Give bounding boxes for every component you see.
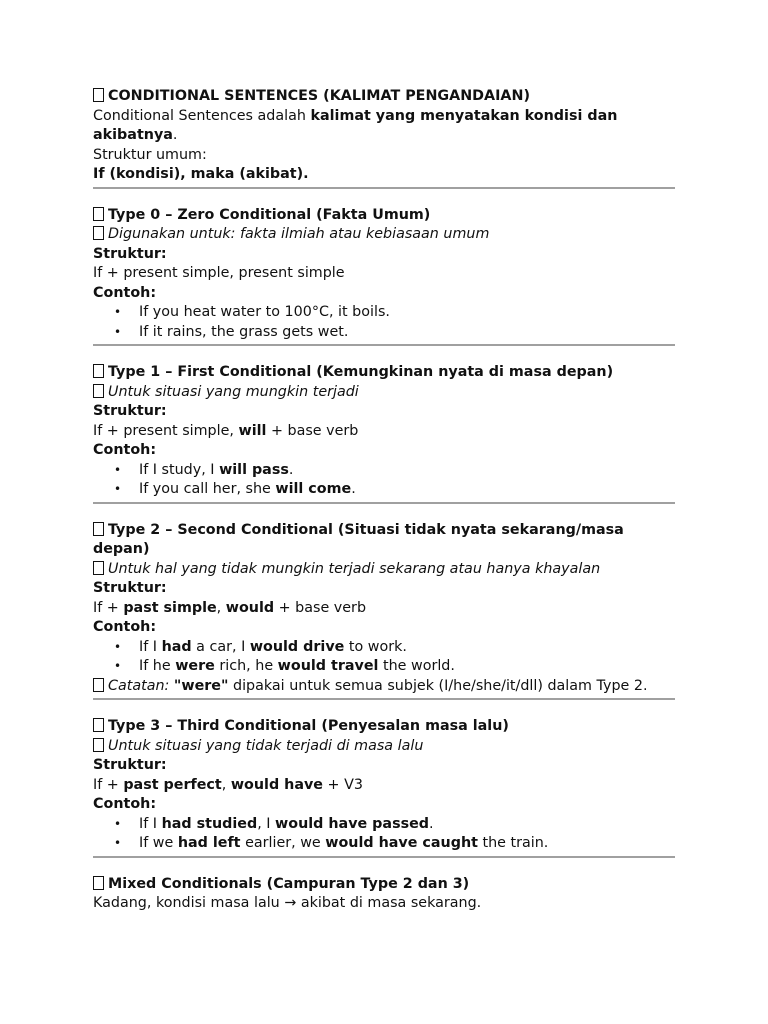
list-item: • If I had a car, I would drive to work. bbox=[93, 638, 675, 658]
type2-usage: Untuk hal yang tidak mungkin terjadi sekarang atau hanya khayalan bbox=[93, 560, 675, 580]
type1-structure-label: Struktur: bbox=[93, 403, 167, 419]
missing-glyph-icon bbox=[93, 876, 104, 890]
type3-structure: If + past perfect, would have + V3 bbox=[93, 776, 363, 793]
section-divider bbox=[93, 502, 675, 504]
list-item: • If I had studied, I would have passed. bbox=[93, 815, 675, 835]
missing-glyph-icon bbox=[93, 364, 104, 378]
type0-structure: If + present simple, present simple bbox=[93, 265, 345, 281]
list-item: • If you call her, she will come. bbox=[93, 480, 675, 500]
missing-glyph-icon bbox=[93, 88, 104, 102]
type3-title: Type 3 – Third Conditional (Penyesalan masa lalu) bbox=[93, 717, 675, 737]
type3-examples bbox=[93, 815, 675, 854]
list-item: • If it rains, the grass gets wet. bbox=[93, 323, 675, 343]
type3-usage: Untuk situasi yang tidak terjadi di masa lalu bbox=[93, 737, 675, 757]
list-item: • If we had left earlier, we would have caught the train. bbox=[93, 834, 675, 854]
mixed-text: Kadang, kondisi masa lalu → akibat di masa sekarang. bbox=[93, 895, 482, 911]
main-title: CONDITIONAL SENTENCES (KALIMAT PENGANDAIAN) bbox=[93, 87, 675, 107]
missing-glyph-icon bbox=[93, 522, 104, 536]
type0-structure-label: Struktur: bbox=[93, 245, 167, 262]
section-divider bbox=[93, 856, 675, 858]
type1-example-label: Contoh: bbox=[93, 442, 157, 458]
type3-structure-label: Struktur: bbox=[93, 757, 167, 773]
missing-glyph-icon bbox=[93, 207, 104, 221]
type2-structure: If + past simple, would + base verb bbox=[93, 599, 367, 616]
type3-example-label: Contoh: bbox=[93, 796, 157, 812]
type2-note: Catatan: "were" dipakai untuk semua subjek (I/he/she/it/dll) dalam Type 2. bbox=[93, 677, 675, 697]
general-structure-formula: If (kondisi), maka (akibat). bbox=[93, 166, 309, 182]
type1-title: Type 1 – First Conditional (Kemungkinan nyata di masa depan) bbox=[93, 363, 675, 383]
type0-examples bbox=[93, 303, 675, 342]
mixed-title: Mixed Conditionals (Campuran Type 2 dan 3) bbox=[93, 875, 675, 895]
missing-glyph-icon bbox=[93, 384, 104, 398]
type0-title: Type 0 – Zero Conditional (Fakta Umum) bbox=[93, 206, 675, 226]
section-divider bbox=[93, 698, 675, 700]
type2-example-label: Contoh: bbox=[93, 619, 157, 635]
missing-glyph-icon bbox=[93, 718, 104, 732]
general-structure-label: Struktur umum: bbox=[93, 146, 207, 163]
type0-example-label: Contoh: bbox=[93, 284, 157, 301]
section-divider bbox=[93, 344, 675, 346]
section-divider bbox=[93, 187, 675, 189]
type1-usage: Untuk situasi yang mungkin terjadi bbox=[93, 383, 675, 403]
list-item: • If you heat water to 100°C, it boils. bbox=[93, 303, 675, 323]
type0-usage: Digunakan untuk: fakta ilmiah atau kebiasaan umum bbox=[93, 225, 675, 245]
type2-title: Type 2 – Second Conditional (Situasi tidak nyata sekarang/masa depan) bbox=[93, 521, 624, 557]
missing-glyph-icon bbox=[93, 226, 104, 240]
document-page bbox=[93, 87, 675, 914]
definition: Conditional Sentences adalah kalimat yang menyatakan kondisi dan akibatnya. bbox=[93, 107, 618, 143]
missing-glyph-icon bbox=[93, 738, 104, 752]
missing-glyph-icon bbox=[93, 678, 104, 692]
type2-structure-label: Struktur: bbox=[93, 580, 167, 596]
missing-glyph-icon bbox=[93, 561, 104, 575]
type2-examples bbox=[93, 638, 675, 677]
type1-examples bbox=[93, 461, 675, 500]
list-item: • If he were rich, he would travel the world. bbox=[93, 657, 675, 677]
type1-structure: If + present simple, will + base verb bbox=[93, 422, 359, 439]
list-item: • If I study, I will pass. bbox=[93, 461, 675, 481]
